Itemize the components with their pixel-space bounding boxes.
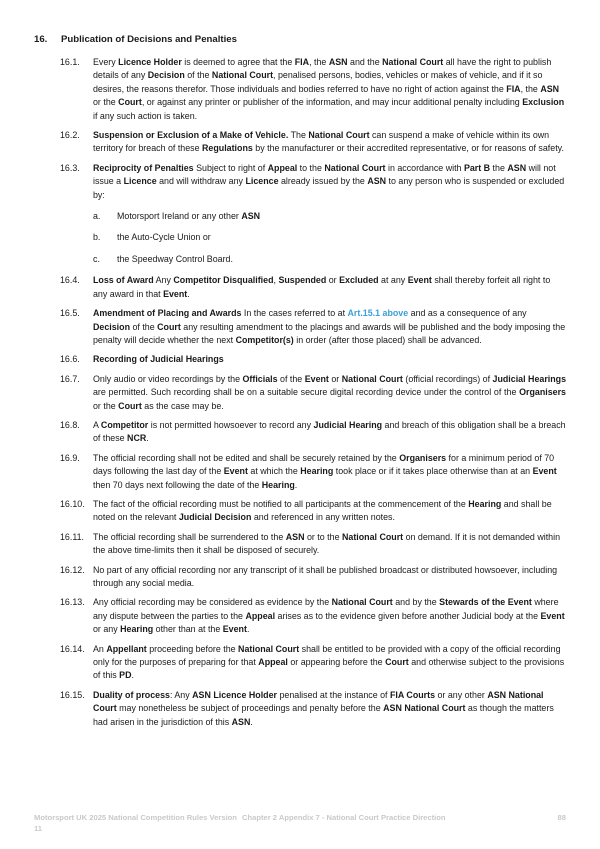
defined-term: ASN [367, 176, 387, 187]
sublist-item [93, 253, 566, 266]
clause-number: 16.10. [60, 498, 85, 509]
text-run: at which the [247, 466, 301, 477]
clause-number: 16.6. [60, 354, 80, 365]
clause-number: 16.14. [60, 643, 85, 654]
defined-term: FIA [506, 83, 521, 94]
defined-term: Competitor Disqualified [173, 275, 274, 286]
clause-number: 16.5. [60, 308, 80, 319]
text-run: may nonetheless be subject of proceedings and penalty before the [116, 703, 384, 714]
text-run: then 70 days next following the date of the [93, 479, 262, 490]
defined-term: ASN Licence Holder [192, 689, 277, 700]
clause [60, 531, 566, 558]
defined-term: Event [163, 288, 188, 299]
clause [60, 452, 566, 492]
sublist-letter: c. [93, 253, 100, 264]
clause [60, 596, 566, 636]
text-run: or the [93, 97, 119, 108]
defined-term: Organisers [519, 387, 566, 398]
defined-term: National Court [341, 373, 403, 384]
clause-text [93, 643, 566, 683]
defined-term: Hearing [468, 498, 502, 509]
text-run: , the [520, 83, 541, 94]
text-run: No part of any official recording nor any transcript of it shall be published broadcast or distributed howsoever, including through any social media. [93, 564, 558, 588]
text-run: : Any [169, 689, 193, 700]
defined-term: Event [304, 373, 329, 384]
text-run: , [273, 275, 279, 286]
defined-term: Duality of process [93, 689, 170, 700]
clause-text [93, 56, 566, 123]
text-run: the Auto-Cycle Union or [117, 232, 211, 243]
defined-term: Hearing [300, 466, 334, 477]
defined-term: Hearing [261, 479, 295, 490]
text-run: , penalised persons, bodies, vehicles or makes of vehicle, and if it so desires, the reasons therefor. Those individuals and bodies referred to have no right of action against the [93, 70, 543, 94]
text-run: shall be entitled to be provided with a copy of the official recording only for the purposes of preparing for that [93, 643, 561, 668]
defined-term: Licence [245, 176, 279, 187]
clause-text [93, 689, 566, 729]
defined-term: Appellant [106, 643, 147, 654]
text-run: The official recording shall be surrendered to the [93, 531, 286, 542]
text-run: already issued by the [278, 176, 368, 187]
sublist-item [93, 210, 566, 223]
clause-text [93, 564, 566, 591]
defined-term: Exclusion [522, 97, 565, 108]
clause [60, 373, 566, 413]
defined-term: ASN National Court [93, 689, 544, 714]
clause-text [93, 373, 566, 413]
defined-term: FIA [294, 57, 310, 67]
clause-number: 16.11. [60, 531, 85, 542]
defined-term: Court [385, 657, 409, 668]
clause [60, 129, 566, 156]
text-run: penalised at the instance of [276, 689, 390, 700]
defined-term: Decision [147, 70, 185, 81]
text-run: and will withdraw any [156, 176, 246, 187]
clause-list [60, 56, 566, 735]
defined-term: Court [157, 321, 181, 332]
text-run: other than at the [153, 624, 223, 635]
defined-term: Event [532, 466, 557, 477]
defined-term: Suspended [278, 275, 327, 286]
sublist-text [117, 210, 260, 223]
text-run: or the [93, 400, 119, 411]
text-run: of the [277, 373, 305, 384]
text-run: or [326, 275, 340, 286]
clause-text [93, 419, 566, 446]
defined-term: Reciprocity of Penalties [93, 162, 194, 173]
defined-term: Hearing [120, 624, 154, 635]
clause-sublist [93, 210, 566, 266]
footer-page-number: 88 [557, 813, 566, 822]
defined-term: Decision [93, 321, 130, 332]
clause-number: 16.9. [60, 452, 80, 463]
text-run: the [490, 162, 508, 173]
text-run: is deemed to agree that the [181, 57, 295, 67]
section-heading [34, 34, 237, 45]
text-run: , or against any printer or publisher of the information, and may incur additional penalty including [141, 97, 523, 108]
text-run: can suspend a make of vehicle within its own territory for breach of these [93, 130, 550, 154]
text-run: all have the right to publish details of any [93, 57, 552, 81]
defined-term: Court [118, 400, 142, 411]
cross-reference-link[interactable]: Art.15.1 above [347, 308, 409, 319]
clause-text [93, 353, 566, 366]
clause-text [93, 596, 566, 636]
clause-text [93, 452, 566, 492]
defined-term: Judicial Hearings [492, 373, 567, 384]
defined-term: Event [222, 624, 247, 635]
sublist-letter: b. [93, 232, 101, 243]
text-run: . [187, 288, 190, 299]
text-run: Subject to right of [193, 162, 268, 173]
text-run: of the [184, 70, 212, 81]
defined-term: Event [223, 466, 248, 477]
text-run: Motorsport Ireland or any other [117, 211, 242, 222]
text-run: shall thereby forfeit all right to any award in that [93, 275, 551, 299]
text-run: at any [378, 275, 408, 286]
text-run: any resulting amendment to the placings and awards will be published and the body imposing the penalty will decide whether the next [93, 321, 566, 345]
defined-term: Recording of Judicial Hearings [93, 354, 224, 365]
defined-term: National Court [308, 130, 370, 141]
clause [60, 162, 566, 202]
text-run: , the [309, 57, 329, 67]
text-run: are permitted. Such recording shall be on a suitable secure digital recording device under the control of the [93, 387, 520, 398]
defined-term: National Court [341, 531, 404, 542]
text-run: The official recording shall not be edited and shall be securely retained by the [93, 452, 400, 463]
defined-term: Competitor(s) [235, 334, 294, 345]
text-run: and referenced in any written notes. [251, 512, 395, 523]
clause-text [93, 307, 566, 347]
text-run: The fact of the official recording must be notified to all participants at the commencement of the [93, 498, 469, 509]
text-run: An [93, 643, 107, 654]
text-run: or any [93, 624, 121, 635]
clause-text [93, 531, 566, 558]
text-run: Any official recording may be considered as evidence by the [93, 597, 332, 608]
defined-term: ASN [540, 83, 560, 94]
text-run: in order (after those placed) shall be advanced. [293, 334, 482, 345]
sublist-letter: a. [93, 211, 101, 222]
defined-term: Suspension or Exclusion of a Make of Vehicle. [93, 130, 289, 141]
defined-term: Organisers [399, 452, 447, 463]
defined-term: FIA Courts [389, 689, 436, 700]
clause-number: 16.13. [60, 597, 85, 608]
defined-term: Loss of Award [93, 275, 154, 286]
clause-text [93, 498, 566, 525]
defined-term: Regulations [202, 143, 253, 154]
text-run: proceeding before the [146, 643, 239, 654]
defined-term: NCR [127, 433, 147, 444]
defined-term: National Court [331, 597, 393, 608]
defined-term: Stewards of the Event [439, 597, 532, 608]
sublist-text [117, 253, 233, 266]
defined-term: ASN [328, 57, 348, 67]
defined-term: Court [118, 97, 142, 108]
clause [60, 307, 566, 347]
text-run: Any [153, 275, 174, 286]
text-run: took place or if it takes place otherwise than at an [333, 466, 533, 477]
defined-term: ASN [231, 716, 251, 727]
clause [60, 419, 566, 446]
text-run: A [93, 419, 101, 430]
defined-term: Competitor [100, 419, 149, 430]
clause-number: 16.2. [60, 130, 80, 141]
clause [60, 498, 566, 525]
text-run: to the [297, 162, 325, 173]
text-run: and the [347, 57, 383, 67]
defined-term: Event [540, 610, 565, 621]
clause-text [93, 162, 566, 202]
text-run: the Speedway Control Board. [117, 253, 233, 264]
text-run: arises as to the evidence given before another Judicial body at the [275, 610, 541, 621]
defined-term: Amendment of Placing and Awards [93, 308, 242, 319]
clause-number: 16.7. [60, 373, 80, 384]
defined-term: Judicial Hearing [313, 419, 383, 430]
text-run: (official recordings) of [402, 373, 493, 384]
defined-term: Excluded [339, 275, 379, 286]
text-run: for a minimum period of 70 days following the last day of the [93, 452, 555, 477]
sublist-item [93, 231, 566, 244]
text-run: Every [93, 57, 119, 67]
defined-term: National Court [324, 162, 386, 173]
defined-term: Licence [123, 176, 157, 187]
text-run: . [250, 716, 253, 727]
text-run: . [146, 433, 149, 444]
text-run: and by the [392, 597, 440, 608]
text-run: by the manufacturer or their accredited representative, or for reasons of safety. [252, 143, 564, 154]
text-run: or appearing before the [287, 657, 386, 668]
defined-term: ASN National Court [383, 703, 466, 714]
defined-term: National Court [211, 70, 274, 81]
text-run: The [288, 130, 309, 141]
clause [60, 689, 566, 729]
clause-number: 16.15. [60, 689, 85, 700]
text-run: and breach of this obligation shall be a breach of these [93, 419, 566, 444]
clause-number: 16.4. [60, 275, 80, 286]
text-run: on demand. If it is not demanded within the above time-limits then it shall be disposed of securely. [93, 531, 561, 556]
defined-term: PD [119, 670, 132, 681]
clause [60, 353, 566, 366]
defined-term: Judicial Decision [178, 512, 252, 523]
text-run: and as a consequence of any [408, 308, 527, 319]
text-run: as the case may be. [141, 400, 224, 411]
defined-term: Licence Holder [118, 57, 182, 67]
text-run: . [131, 670, 134, 681]
defined-term: Appeal [258, 657, 288, 668]
clause [60, 274, 566, 301]
defined-term: ASN [241, 211, 261, 222]
text-run: Only audio or video recordings by the [93, 373, 243, 384]
sublist-text [117, 231, 211, 244]
text-run: where any dispute between the parties to the [93, 597, 559, 621]
clause-number: 16.8. [60, 419, 80, 430]
text-run: or [328, 373, 342, 384]
text-run: will not issue a [93, 162, 556, 187]
footer-document-title: Motorsport UK 2025 National Competition Rules Version 11 [34, 813, 237, 833]
clause-text [93, 129, 566, 156]
clause-number: 16.3. [60, 162, 80, 173]
defined-term: Part B [463, 162, 491, 173]
text-run: is not permitted howsoever to record any [148, 419, 314, 430]
text-run: of the [130, 321, 158, 332]
defined-term: Appeal [267, 162, 298, 173]
defined-term: National Court [382, 57, 444, 67]
defined-term: Event [407, 275, 432, 286]
text-run: . [246, 624, 250, 635]
text-run: as though the matters had arisen in the jurisdiction of this [93, 703, 554, 727]
footer-chapter: Chapter 2 Appendix 7 - National Court Practice Direction [242, 813, 446, 822]
clause-text [93, 274, 566, 301]
clause-number: 16.12. [60, 564, 85, 575]
defined-term: ASN [285, 531, 305, 542]
text-run: . [294, 479, 298, 490]
text-run: to any person who is suspended or excluded by: [93, 176, 565, 200]
defined-term: ASN [507, 162, 527, 173]
clause [60, 56, 566, 123]
clause-number: 16.1. [60, 57, 80, 67]
defined-term: Appeal [245, 610, 276, 621]
section-title: Publication of Decisions and Penalties [61, 34, 237, 45]
defined-term: National Court [238, 643, 300, 654]
text-run: or to the [304, 531, 342, 542]
clause [60, 643, 566, 683]
clause [60, 564, 566, 591]
text-run: in accordance with [385, 162, 464, 173]
text-run: and otherwise subject to the provisions of this [93, 657, 565, 681]
text-run: In the cases referred to at [241, 308, 348, 319]
text-run: if any such action is taken. [93, 110, 198, 121]
text-run: or any other [435, 689, 488, 700]
section-number: 16. [34, 34, 48, 45]
text-run: and shall be noted on the relevant [93, 498, 552, 523]
defined-term: Officials [242, 373, 278, 384]
